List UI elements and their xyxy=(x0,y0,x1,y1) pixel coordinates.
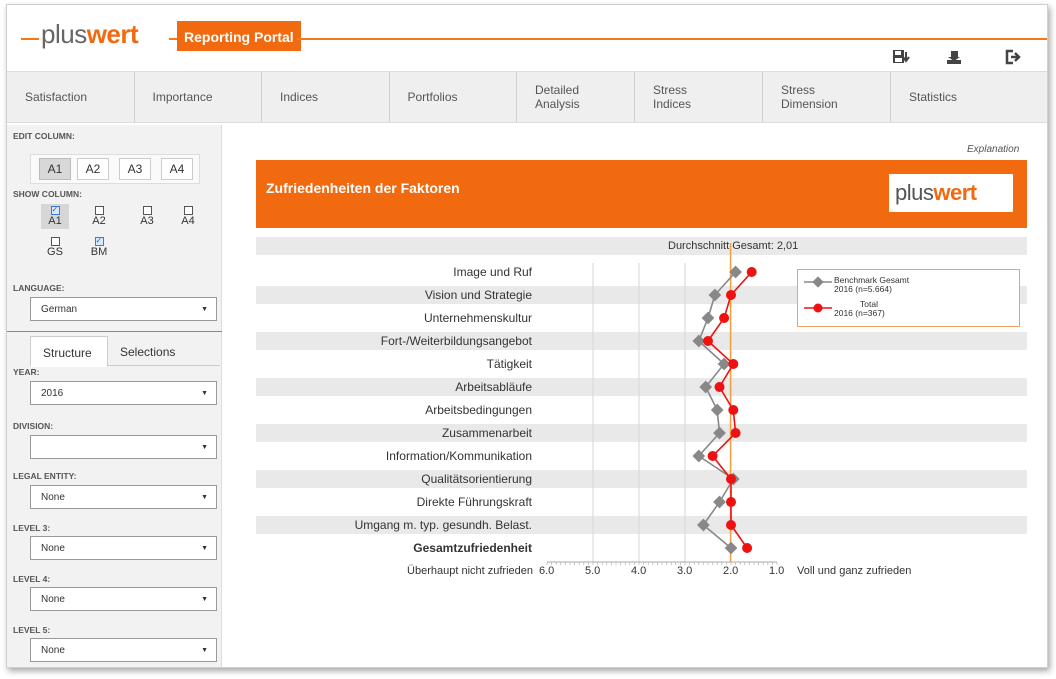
legend-benchmark-label: Benchmark Gesamt 2016 (n=5.664) xyxy=(834,275,910,294)
axis-left-label: Überhaupt nicht zufrieden xyxy=(407,565,533,577)
edit-col-a1-button[interactable]: A1 xyxy=(39,158,71,180)
category-label: Information/Kommunikation xyxy=(385,449,532,463)
category-label: Qualitätsorientierung xyxy=(421,472,532,486)
show-column-label: SHOW COLUMN: xyxy=(13,189,82,199)
x-tick-label: 6.0 xyxy=(539,565,555,577)
legend-total-marker xyxy=(814,304,823,313)
show-col-gs-label: GS xyxy=(47,246,63,258)
category-label: Zusammenarbeit xyxy=(441,426,532,440)
banner-logo: pluswert xyxy=(889,174,1013,212)
nav-satisfaction[interactable]: Satisfaction xyxy=(7,72,135,122)
nav-stress-dimension-label: Stress Dimension xyxy=(781,83,838,111)
nav-importance[interactable]: Importance xyxy=(135,72,263,122)
category-label: Fort-/Weiterbildungsangebot xyxy=(380,334,532,348)
chevron-down-icon: ▼ xyxy=(201,545,208,552)
show-col-a2-label: A2 xyxy=(92,215,106,227)
total-point xyxy=(726,290,736,300)
tab-selections[interactable]: Selections xyxy=(120,345,176,359)
category-label: Tätigkeit xyxy=(486,357,532,371)
nav-detailed-analysis-label: Detailed Analysis xyxy=(535,83,580,111)
x-tick-label: 3.0 xyxy=(677,565,693,577)
axis-right-label: Voll und ganz zufrieden xyxy=(797,565,912,577)
chevron-down-icon: ▼ xyxy=(201,444,208,451)
category-label: Gesamtzufriedenheit xyxy=(413,541,532,555)
category-label: Image und Ruf xyxy=(453,265,532,279)
total-point xyxy=(726,474,736,484)
edit-column-label: EDIT COLUMN: xyxy=(13,131,75,141)
level4-value: None xyxy=(41,594,65,605)
legend-benchmark-marker xyxy=(812,276,823,287)
level4-label: LEVEL 4: xyxy=(13,574,51,584)
total-point xyxy=(742,543,752,553)
chart-legend xyxy=(797,269,1020,327)
category-label: Umgang m. typ. gesundh. Belast. xyxy=(354,518,532,532)
total-point xyxy=(731,428,741,438)
total-point xyxy=(726,497,736,507)
total-point xyxy=(728,405,738,415)
chevron-down-icon: ▼ xyxy=(201,306,208,313)
total-point xyxy=(715,382,725,392)
total-point xyxy=(728,359,738,369)
total-point xyxy=(703,336,713,346)
edit-col-a4-button[interactable]: A4 xyxy=(161,158,193,180)
level5-label: LEVEL 5: xyxy=(13,625,51,635)
explanation-link[interactable]: Explanation xyxy=(967,144,1020,155)
chevron-down-icon: ▼ xyxy=(201,647,208,654)
x-tick-label: 5.0 xyxy=(585,565,601,577)
average-label: Durchschnitt Gesamt: 2,01 xyxy=(668,240,799,252)
total-point xyxy=(719,313,729,323)
category-label: Arbeitsabläufe xyxy=(455,380,532,394)
language-label: LANGUAGE: xyxy=(13,283,65,293)
year-value: 2016 xyxy=(41,388,64,399)
nav-indices[interactable]: Indices xyxy=(262,72,390,122)
category-label: Unternehmenskultur xyxy=(423,311,532,325)
nav-stress-indices-label: Stress Indices xyxy=(653,83,692,111)
total-point xyxy=(747,267,757,277)
legend-markers xyxy=(798,270,838,326)
show-col-a4-label: A4 xyxy=(181,215,195,227)
x-tick-label: 4.0 xyxy=(631,565,647,577)
level5-value: None xyxy=(41,645,65,656)
division-label: DIVISION: xyxy=(13,421,54,431)
benchmark-point xyxy=(702,312,715,325)
total-point xyxy=(708,451,718,461)
chevron-down-icon: ▼ xyxy=(201,390,208,397)
benchmark-point xyxy=(711,404,724,417)
edit-col-a2-button[interactable]: A2 xyxy=(77,158,109,180)
legal-entity-label: LEGAL ENTITY: xyxy=(13,471,77,481)
level3-value: None xyxy=(41,543,65,554)
app-window xyxy=(6,4,1048,668)
legal-entity-value: None xyxy=(41,492,65,503)
x-tick-label: 2.0 xyxy=(723,565,739,577)
nav-portfolios[interactable]: Portfolios xyxy=(390,72,518,122)
language-value: German xyxy=(41,304,78,315)
legend-total-label: Total 2016 (n=367) xyxy=(834,299,885,318)
category-label: Vision und Strategie xyxy=(424,288,532,302)
show-col-a3-label: A3 xyxy=(140,215,154,227)
logo: pluswert xyxy=(41,19,139,49)
portal-title: Reporting Portal xyxy=(177,21,301,51)
level3-label: LEVEL 3: xyxy=(13,523,51,533)
show-col-bm-label: BM xyxy=(90,246,108,258)
nav-statistics[interactable]: Statistics xyxy=(909,90,958,104)
year-label: YEAR: xyxy=(13,367,40,377)
edit-col-a3-button[interactable]: A3 xyxy=(119,158,151,180)
chevron-down-icon: ▼ xyxy=(201,596,208,603)
category-label: Arbeitsbedingungen xyxy=(425,403,532,417)
x-tick-label: 1.0 xyxy=(769,565,785,577)
total-point xyxy=(726,520,736,530)
chevron-down-icon: ▼ xyxy=(201,494,208,501)
benchmark-point xyxy=(713,496,726,509)
show-col-a1-label: A1 xyxy=(48,215,62,227)
category-label: Direkte Führungskraft xyxy=(416,495,532,509)
tab-structure[interactable]: Structure xyxy=(30,336,108,367)
chart-title: Zufriedenheiten der Faktoren xyxy=(266,180,460,196)
